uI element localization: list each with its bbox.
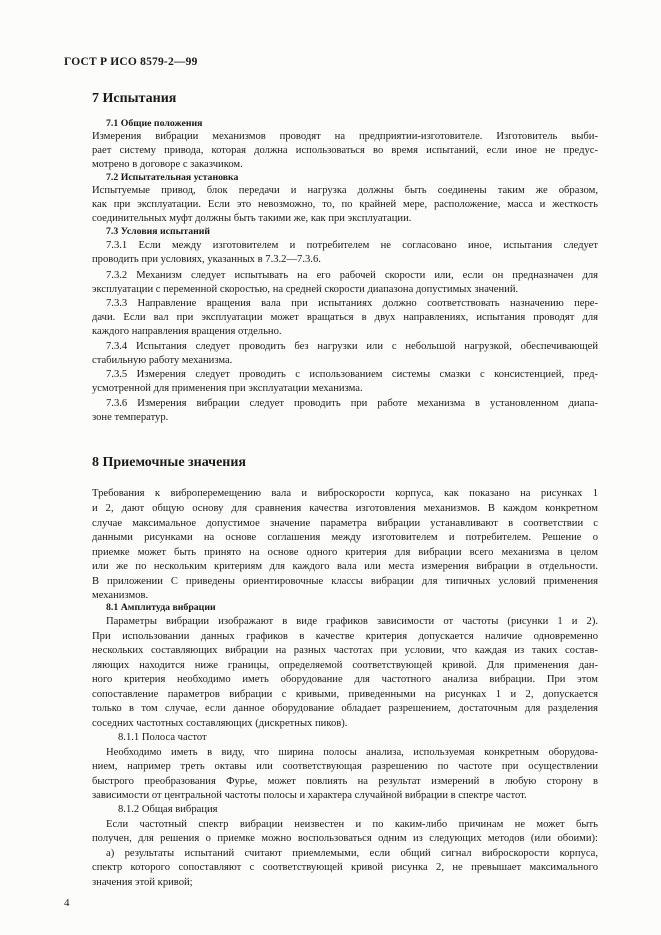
s81-line-6: сопоставление параметров вибрации с кривыми, приведенными на рисунках 1 и 2, допускается [92,689,598,700]
s71-line-3: мотрено в договоре с заказчиком. [92,159,243,170]
s8-intro-line-8: механизмов. [92,590,149,601]
s73-line-7: каждого направления вращения отдельно. [92,326,282,337]
s8-intro-line-2: и 2, дают общую основу для сравнения качества изготовления механизмов. В каждом конкретном [92,503,598,514]
s71-line-2: рает систему привода, которая должна использоваться во время испытаний, если иное не предус- [92,145,598,156]
s812-line-2: получен, для решения о приемке можно воспользоваться одним из следующих методов (или обоими): [92,833,598,844]
section-8-title: 8 Приемочные значения [92,455,246,470]
s81-line-4: ляющих находится ниже границы, определяемой соответствующей кривой. Для применения дан- [92,660,598,671]
s81-line-8: соседних частотных составляющих (дискретных пиков). [92,718,348,729]
s73-line-12: 7.3.6 Измерения вибрации следует проводить при работе механизма в установленном диапа- [106,398,598,409]
subsection-8-1-1-title: 8.1.1 Полоса частот [118,732,207,743]
s73-line-9: стабильную работу механизма. [92,355,233,366]
subsection-7-1-title: 7.1 Общие положения [106,118,203,129]
page-number: 4 [64,897,70,909]
s811-line-3: быстрого преобразования Фурье, может повлиять на результат измерений в любую сторону в [92,776,598,787]
section-7-title: 7 Испытания [92,91,177,106]
s73-line-8: 7.3.4 Испытания следует проводить без нагрузки или с небольшой нагрузкой, обеспечивающей [106,341,598,352]
s8-intro-line-7: В приложении С приведены ориентировочные классы вибрации для типичных условий применения [92,576,598,587]
s812-line-5: значения этой кривой; [92,877,193,888]
s81-line-7: только в том случае, если данное оборудование обладает разрешением, достаточным для разделения [92,703,598,714]
subsection-7-2-title: 7.2 Испытательная установка [106,172,239,183]
s73-line-4: эксплуатации с переменной скоростью, на средней скорости диапазона допустимых значений. [92,284,519,295]
s73-line-11: усмотренной для применения при эксплуатации механизма. [92,383,363,394]
s73-line-6: дачи. Если вал при эксплуатации может вращаться в двух направлениях, испытания проводят для [92,312,598,323]
subsection-8-1-title: 8.1 Амплитуда вибрации [106,602,216,613]
s8-intro-line-4: данными рисунками на основе соглашения между изготовителем и потребителем. Решение о [92,532,598,543]
subsection-8-1-2-title: 8.1.2 Общая вибрация [118,804,218,815]
s72-line-1: Испытуемые привод, блок передачи и нагрузка должны быть соединены таким же образом, [92,185,598,196]
s73-line-10: 7.3.5 Измерения следует проводить с использованием системы смазки с консистенцией, пред- [106,369,598,380]
s81-line-5: ного критерия необходимо иметь оборудование для частотного анализа вибрации. При этом [92,674,598,685]
document-header: ГОСТ Р ИСО 8579-2—99 [64,56,198,68]
s73-line-5: 7.3.3 Направление вращения вала при испытаниях должно соответствовать назначению пере- [106,298,598,309]
s73-line-13: зоне температур. [92,412,169,423]
s811-line-4: зависимости от центральной частоты полосы и характера случайной вибрации в спектре частот. [92,790,527,801]
s8-intro-line-3: случае максимальное допустимое значение параметра вибрации устанавливают в соответствии с [92,518,598,529]
s81-line-3: нескольких составляющих вибрации на разных частотах при условии, что каждая из таких состав- [92,645,598,656]
s811-line-1: Необходимо иметь в виду, что ширина полосы анализа, используемая конкретным оборудова- [106,747,598,758]
s812-line-1: Если частотный спектр вибрации неизвестен и по каким-либо причинам не может быть [106,819,598,830]
s81-line-2: При использовании данных графиков в качестве критерия допускается наличие одновременно [92,631,598,642]
s8-intro-line-6: или же по нескольким критериям для каждого вала или места измерения вибрации в отдельности. [92,561,598,572]
s81-line-1: Параметры вибрации изображают в виде графиков зависимости от частоты (рисунки 1 и 2). [106,616,598,627]
s812-line-3: а) результаты испытаний считают приемлемыми, если общий сигнал виброскорости корпуса, [106,848,598,859]
s812-line-4: спектр которого сопоставляют с соответствующей кривой рисунка 2, не превышает максимального [92,862,598,873]
s8-intro-line-5: приемке может быть принято на основе одного критерия для вибрации всего механизма в целом [92,547,598,558]
subsection-7-3-title: 7.3 Условия испытаний [106,226,211,237]
s73-line-2: проводить при условиях, указанных в 7.3.2—7.3.6. [92,254,321,265]
s73-line-3: 7.3.2 Механизм следует испытывать на его рабочей скорости или, если он предназначен для [106,270,598,281]
s8-intro-line-1: Требования к виброперемещению вала и виброскорости корпуса, как показано на рисунках 1 [92,488,598,499]
s72-line-2: как при эксплуатации. Если это невозможно, то, по крайней мере, расположение, масса и жесткость [92,199,598,210]
s71-line-1: Измерения вибрации механизмов проводят на предприятии-изготовителе. Изготовитель выби- [92,131,598,142]
s73-line-1: 7.3.1 Если между изготовителем и потребителем не согласовано иное, испытания следует [106,240,598,251]
s72-line-3: соединительных муфт должны быть такими же, как при эксплуатации. [92,213,412,224]
s811-line-2: нием, например треть октавы или соответствующая разрешению по частоте при осуществлении [92,761,598,772]
